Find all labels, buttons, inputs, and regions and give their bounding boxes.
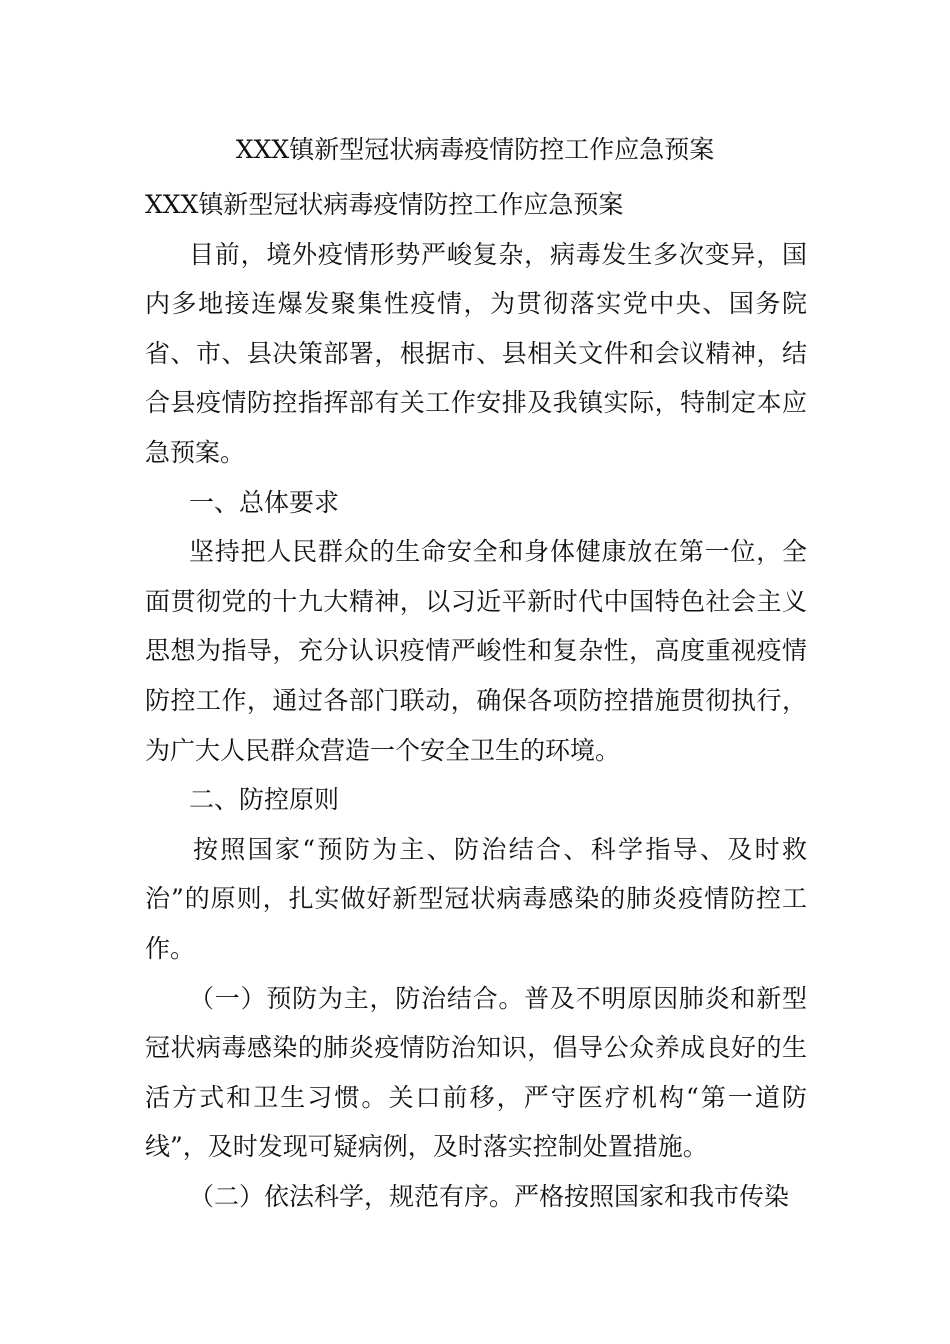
- paragraph-principles: 按照国家“预防为主、防治结合、科学指导、及时救治”的原则，扎实做好新型冠状病毒感染的肺炎疫情防控工作。: [145, 834, 807, 963]
- section-heading-principles: 二、防控原则: [189, 785, 340, 815]
- document-subtitle: XXX镇新型冠状病毒疫情防控工作应急预案: [145, 190, 624, 219]
- paragraph-general-requirements: 坚持把人民群众的生命安全和身体健康放在第一位，全面贯彻党的十九大精神，以习近平新时代中国特色社会主义思想为指导，充分认识疫情严峻性和复杂性，高度重视疫情防控工作，通过各部门联动，确保各项防控措施贯彻执行，为广大人民群众营造一个安全卫生的环境。: [145, 537, 807, 765]
- paragraph-item-2: （二）依法科学，规范有序。严格按照国家和我市传染: [189, 1181, 790, 1211]
- section-heading-general-requirements: 一、总体要求: [189, 487, 340, 517]
- paragraph-intro: 目前，境外疫情形势严峻复杂，病毒发生多次变异，国内多地接连爆发聚集性疫情，为贯彻落实党中央、国务院省、市、县决策部署，根据市、县相关文件和会议精神，结合县疫情防控指挥部有关工作安排及我镇实际，特制定本应急预案。: [145, 239, 807, 467]
- paragraph-item-1: （一）预防为主，防治结合。普及不明原因肺炎和新型冠状病毒感染的肺炎疫情防治知识，倡导公众养成良好的生活方式和卫生习惯。关口前移，严守医疗机构“第一道防线”，及时发现可疑病例，及时落实控制处置措施。: [145, 983, 807, 1162]
- document-title: XXX镇新型冠状病毒疫情防控工作应急预案: [235, 135, 715, 164]
- document-body: [145, 180, 807, 1221]
